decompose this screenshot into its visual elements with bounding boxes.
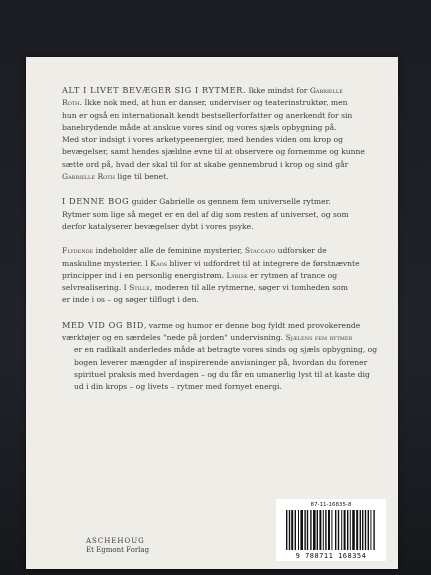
- publisher-name: ASCHEHOUG: [86, 537, 145, 545]
- blurb-line: [62, 332, 380, 344]
- barcode-bar: [368, 510, 369, 550]
- barcode-bar: [350, 510, 351, 550]
- text-run: Flydende: [62, 246, 94, 256]
- barcode-bar: [291, 510, 293, 550]
- barcode-bar: [289, 510, 290, 550]
- barcode-bar: [304, 510, 305, 550]
- barcode-bar: [360, 510, 361, 550]
- text-run: Ikke mindst for: [246, 86, 310, 95]
- isbn-number: 87-11-16835-8: [310, 502, 352, 508]
- text-run: selvrealisering. I: [62, 283, 130, 293]
- text-run: er en radikalt anderledes måde at betragte vores sinds og sjæls opbygning, og: [74, 345, 378, 355]
- barcode-bar: [331, 510, 332, 550]
- text-run: Lyrisk: [226, 270, 248, 280]
- text-run: I DENNE BOG: [62, 196, 130, 207]
- text-run: maskuline mysterier. I: [62, 258, 151, 268]
- barcode-bars: [284, 510, 378, 550]
- blurb-line: [62, 381, 380, 393]
- blurb-line: [62, 245, 380, 257]
- blurb-line: [62, 171, 380, 183]
- text-run: bogen leverer mængder af inspirerende anvisninger på, hvordan du forener: [74, 357, 368, 367]
- text-run: MED VID OG BID: [62, 319, 144, 330]
- text-run: Gabrielle Roth: [62, 172, 115, 182]
- text-run: er rytmen af trance og: [247, 270, 338, 280]
- blurb-line: [62, 258, 380, 270]
- text-run: ud i din krops – og livets – rytmer med fornyet energi.: [74, 382, 282, 392]
- text-run: værktøjer og en særdeles "nede på jorden" undervisning.: [62, 333, 286, 343]
- text-run: guider Gabrielle os gennem fem universelle rytmer.: [129, 197, 331, 207]
- blurb-line: [62, 369, 380, 381]
- text-run: Staccato: [244, 246, 276, 256]
- barcode-bar: [356, 510, 358, 550]
- ean-number: 9 788711 168354: [295, 552, 367, 560]
- blurb-paragraph: [62, 319, 380, 394]
- text-run: er inde i os – og søger tilflugt i den.: [62, 295, 199, 305]
- text-run: bliver vi udfordret til at integrere de førstnævnte: [167, 258, 360, 268]
- blurb-text: [62, 84, 380, 406]
- blurb-line: [62, 110, 380, 122]
- text-run: spirituel praksis med hverdagen – og du får en umanerlig lyst til at kaste dig: [74, 369, 370, 379]
- text-run: Med stor indsigt i vores arketypeenergier, med hendes viden om krop og: [62, 135, 343, 145]
- barcode-bar: [313, 510, 316, 550]
- text-run: ALT I LIVET BEVÆGER SIG I RYTMER.: [62, 85, 247, 95]
- blurb-paragraph: [62, 84, 380, 183]
- blurb-line: [62, 134, 380, 146]
- barcode-label: [276, 499, 386, 561]
- barcode-bar: [365, 510, 366, 550]
- text-run: udforsker de: [275, 246, 327, 256]
- barcode-bar: [373, 510, 374, 550]
- barcode-bar: [370, 510, 371, 550]
- blurb-paragraph: [62, 245, 380, 306]
- text-run: derfor katalyserer bevægelser dybt i vores psyke.: [62, 221, 254, 231]
- barcode-bar: [352, 510, 355, 550]
- text-run: bevægelser, samt hendes sjældne evne til at observere og fornemme og kunne: [62, 147, 365, 157]
- blurb-line: [62, 97, 380, 109]
- text-run: Rytmer som lige så meget er en del af dig som resten af universet, og som: [62, 209, 349, 219]
- barcode-bar: [310, 510, 311, 550]
- blurb-line: [62, 146, 380, 158]
- text-run: Sjælens fem rytmer: [285, 333, 353, 343]
- text-run: principper ind i en personlig energistrøm.: [62, 270, 227, 280]
- blurb-line: [62, 270, 380, 282]
- barcode-bar: [323, 510, 324, 550]
- blurb-line: [62, 357, 380, 369]
- barcode-bar: [286, 510, 287, 550]
- text-run: lige til benet.: [114, 172, 169, 182]
- book-back-cover: [26, 57, 398, 569]
- text-run: , varme og humor er denne bog fyldt med provokerende: [143, 320, 361, 330]
- barcode-bar: [344, 510, 346, 550]
- barcode-bar: [328, 510, 330, 550]
- blurb-line: [62, 209, 380, 221]
- blurb-line: [62, 221, 380, 233]
- text-run: indeholder alle de feminine mysterier,: [93, 246, 245, 256]
- barcode-bar: [338, 510, 339, 550]
- barcode-bar: [298, 510, 299, 550]
- blurb-line: [62, 122, 380, 134]
- publisher-subtitle: Et Egmont Forlag: [86, 546, 150, 554]
- text-run: banebrydende måde at anskue vores sind og vores sjæls opbygning på.: [62, 122, 337, 132]
- text-run: hun er også en internationalt kendt bestsellerforfatter og anerkendt for sin: [62, 110, 353, 120]
- barcode-bar: [325, 510, 326, 550]
- blurb-line: [62, 159, 380, 171]
- publisher-imprint: [86, 537, 149, 555]
- blurb-line: [62, 319, 380, 332]
- barcode-bar: [335, 510, 336, 550]
- barcode-bar: [341, 510, 342, 550]
- barcode-bar: [300, 510, 303, 550]
- blurb-line: [62, 195, 380, 208]
- blurb-paragraph: [62, 195, 380, 233]
- text-run: Kaos: [150, 258, 168, 268]
- barcode-bar: [319, 510, 321, 550]
- text-run: Gabrielle: [309, 86, 343, 95]
- text-run: Stille: [129, 283, 150, 293]
- text-run: . Ikke nok med, at hun er danser, underviser og teaterinstruktør, men: [79, 98, 348, 108]
- barcode-bar: [307, 510, 308, 550]
- barcode-bar: [317, 510, 318, 550]
- blurb-line: [62, 294, 380, 306]
- text-run: , moderen til alle rytmerne, søger vi tomheden som: [149, 283, 348, 293]
- barcode-bar: [347, 510, 348, 550]
- blurb-line: [62, 344, 380, 356]
- text-run: Roth: [62, 98, 80, 108]
- barcode-bar: [362, 510, 363, 550]
- text-run: sætte ord på, hvad der skal til for at skabe gennembrud i krop og sind går: [62, 159, 349, 169]
- blurb-line: [62, 282, 380, 294]
- barcode-bar: [295, 510, 296, 550]
- blurb-line: [62, 84, 380, 97]
